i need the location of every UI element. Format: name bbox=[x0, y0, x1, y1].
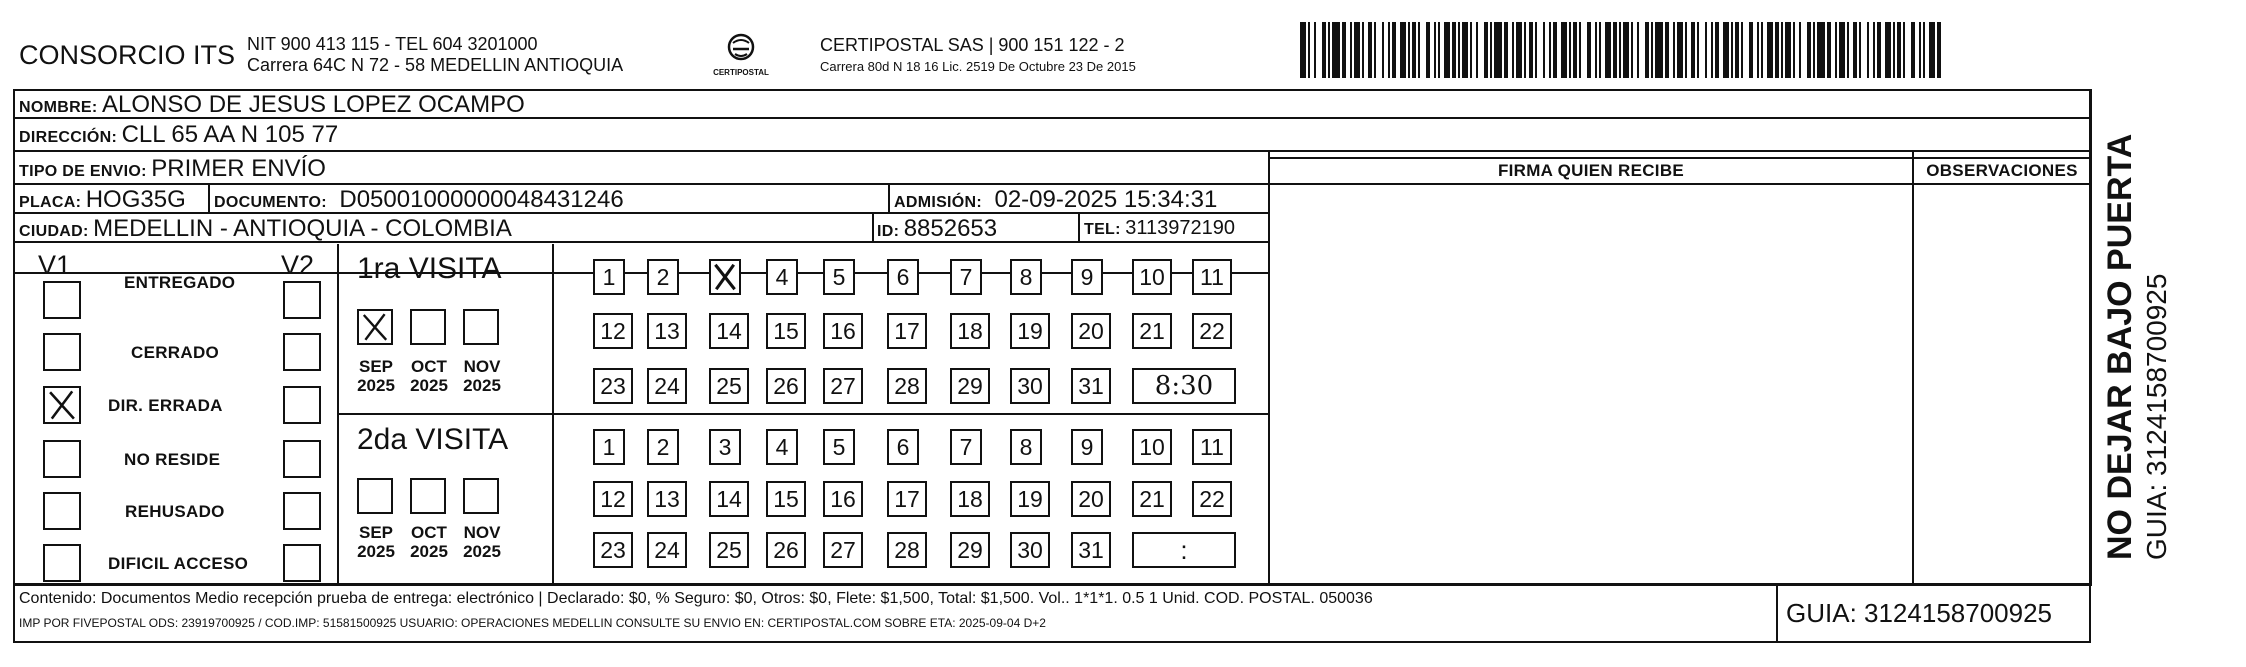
day-box-20[interactable]: 20 bbox=[1071, 481, 1111, 517]
nombre-label: NOMBRE: bbox=[19, 99, 98, 116]
check-mark-icon bbox=[45, 388, 79, 422]
footer-line-2: IMP POR FIVEPOSTAL ODS: 23919700925 / COD.IMP: 51581500925 USUARIO: OPERACIONES MEDELLIN CONSULTE SU ENVIO EN: CERTIPOSTAL.COM SOBRE ETA: 2025-09-04 D+2 bbox=[19, 616, 1046, 630]
day-box-29[interactable]: 29 bbox=[950, 368, 990, 404]
day-check-icon bbox=[711, 260, 739, 294]
v2-checkbox-3[interactable] bbox=[283, 386, 321, 424]
v1-checkbox-1[interactable] bbox=[43, 281, 81, 319]
month-year: 2025 bbox=[357, 542, 395, 561]
month-checkbox-sep[interactable] bbox=[357, 478, 393, 514]
tel-label: TEL: bbox=[1084, 221, 1121, 238]
side-text bbox=[2100, 60, 2220, 560]
ciudad-value: MEDELLIN - ANTIOQUIA - COLOMBIA bbox=[93, 215, 512, 242]
month-label bbox=[351, 523, 401, 561]
day-box-19[interactable]: 19 bbox=[1010, 481, 1050, 517]
day-box-9[interactable]: 9 bbox=[1071, 429, 1103, 465]
logo-text: CERTIPOSTAL bbox=[713, 68, 769, 77]
footer-guia: GUIA: 3124158700925 bbox=[1786, 598, 2052, 628]
month-label bbox=[404, 357, 454, 395]
day-box-28[interactable]: 28 bbox=[887, 368, 927, 404]
day-box-26[interactable]: 26 bbox=[766, 368, 806, 404]
v2-checkbox-5[interactable] bbox=[283, 492, 321, 530]
status-label: DIR. ERRADA bbox=[108, 396, 223, 415]
placa-label: PLACA: bbox=[19, 194, 82, 211]
day-box-26[interactable]: 26 bbox=[766, 532, 806, 568]
day-box-10[interactable]: 10 bbox=[1132, 259, 1172, 295]
tipo-row bbox=[19, 155, 326, 183]
nombre-value: ALONSO DE JESUS LOPEZ OCAMPO bbox=[102, 91, 525, 118]
day-box-7[interactable]: 7 bbox=[950, 429, 982, 465]
certipostal-logo bbox=[708, 33, 774, 85]
v1-checkbox-2[interactable] bbox=[43, 333, 81, 371]
day-box-24[interactable]: 24 bbox=[647, 532, 687, 568]
day-box-6[interactable]: 6 bbox=[887, 259, 919, 295]
ciudad-label: CIUDAD: bbox=[19, 223, 89, 240]
day-box-4[interactable]: 4 bbox=[766, 259, 798, 295]
day-box-29[interactable]: 29 bbox=[950, 532, 990, 568]
day-box-15[interactable]: 15 bbox=[766, 481, 806, 517]
day-box-5[interactable]: 5 bbox=[823, 429, 855, 465]
day-box-23[interactable]: 23 bbox=[593, 368, 633, 404]
day-box-11[interactable]: 11 bbox=[1192, 259, 1232, 295]
month-name: OCT bbox=[411, 523, 447, 542]
day-box-16[interactable]: 16 bbox=[823, 481, 863, 517]
day-box-3[interactable] bbox=[709, 259, 741, 295]
day-box-14[interactable]: 14 bbox=[709, 313, 749, 349]
month-checkbox-nov[interactable] bbox=[463, 478, 499, 514]
side-warning: NO DEJAR BAJO PUERTA bbox=[2101, 133, 2139, 560]
month-checkbox-oct[interactable] bbox=[410, 478, 446, 514]
time-box[interactable]: : bbox=[1132, 532, 1236, 568]
id-value: 8852653 bbox=[903, 215, 998, 242]
month-label bbox=[457, 523, 507, 561]
status-label: REHUSADO bbox=[125, 502, 225, 521]
day-box-15[interactable]: 15 bbox=[766, 313, 806, 349]
v2-label: V2 bbox=[281, 250, 315, 280]
month-year: 2025 bbox=[463, 376, 501, 395]
visit-title-2: 2da VISITA bbox=[357, 423, 509, 456]
day-box-5[interactable]: 5 bbox=[823, 259, 855, 295]
day-box-1[interactable]: 1 bbox=[593, 259, 625, 295]
day-box-8[interactable]: 8 bbox=[1010, 429, 1042, 465]
courier-line-1: CERTIPOSTAL SAS | 900 151 122 - 2 bbox=[820, 35, 1125, 55]
documento-row bbox=[214, 186, 624, 214]
day-box-27[interactable]: 27 bbox=[823, 368, 863, 404]
day-box-18[interactable]: 18 bbox=[950, 313, 990, 349]
company-line-2: Carrera 64C N 72 - 58 MEDELLIN ANTIOQUIA bbox=[247, 55, 624, 75]
logo-icon bbox=[723, 33, 759, 63]
day-box-13[interactable]: 13 bbox=[647, 313, 687, 349]
day-box-12[interactable]: 12 bbox=[593, 313, 633, 349]
day-box-31[interactable]: 31 bbox=[1071, 368, 1111, 404]
v1-checkbox-6[interactable] bbox=[43, 544, 81, 582]
tel-value: 3113972190 bbox=[1125, 217, 1235, 239]
direccion-label: DIRECCIÓN: bbox=[19, 129, 118, 146]
day-box-14[interactable]: 14 bbox=[709, 481, 749, 517]
v2-checkbox-6[interactable] bbox=[283, 544, 321, 582]
day-box-1[interactable]: 1 bbox=[593, 429, 625, 465]
id-label: ID: bbox=[877, 223, 900, 240]
day-box-23[interactable]: 23 bbox=[593, 532, 633, 568]
direccion-value: CLL 65 AA N 105 77 bbox=[121, 121, 339, 148]
month-checkbox-nov[interactable] bbox=[463, 309, 499, 345]
day-box-3[interactable]: 3 bbox=[709, 429, 741, 465]
day-box-27[interactable]: 27 bbox=[823, 532, 863, 568]
month-year: 2025 bbox=[357, 376, 395, 395]
placa-value: HOG35G bbox=[85, 186, 186, 213]
company-name: CONSORCIO ITS bbox=[19, 40, 236, 70]
observaciones-header: OBSERVACIONES bbox=[1926, 161, 2078, 180]
month-name: SEP bbox=[358, 523, 394, 542]
v2-checkbox-4[interactable] bbox=[283, 440, 321, 478]
id-row bbox=[877, 215, 997, 243]
month-name: NOV bbox=[463, 357, 501, 376]
check-mark-icon bbox=[359, 311, 391, 343]
v1-checkbox-5[interactable] bbox=[43, 492, 81, 530]
status-label: DIFICIL ACCESO bbox=[108, 554, 249, 573]
documento-value: D05001000000048431246 bbox=[339, 186, 624, 213]
documento-label: DOCUMENTO: bbox=[214, 194, 327, 211]
day-box-21[interactable]: 21 bbox=[1132, 313, 1172, 349]
day-box-19[interactable]: 19 bbox=[1010, 313, 1050, 349]
placa-row bbox=[19, 186, 186, 214]
day-box-13[interactable]: 13 bbox=[647, 481, 687, 517]
ciudad-row bbox=[19, 215, 512, 243]
month-year: 2025 bbox=[463, 542, 501, 561]
day-box-16[interactable]: 16 bbox=[823, 313, 863, 349]
side-guia: GUIA: 3124158700925 bbox=[2141, 273, 2172, 560]
month-label bbox=[351, 357, 401, 395]
day-box-28[interactable]: 28 bbox=[887, 532, 927, 568]
day-box-11[interactable]: 11 bbox=[1192, 429, 1232, 465]
month-label bbox=[457, 357, 507, 395]
v1-checkbox-3[interactable] bbox=[43, 386, 81, 424]
tipo-value: PRIMER ENVÍO bbox=[151, 155, 326, 182]
v2-checkbox-1[interactable] bbox=[283, 281, 321, 319]
barcode bbox=[1300, 22, 1940, 78]
month-name: OCT bbox=[411, 357, 447, 376]
day-box-30[interactable]: 30 bbox=[1010, 368, 1050, 404]
tipo-label: TIPO DE ENVIO: bbox=[19, 163, 147, 180]
month-name: NOV bbox=[463, 523, 501, 542]
day-box-8[interactable]: 8 bbox=[1010, 259, 1042, 295]
day-box-2[interactable]: 2 bbox=[647, 429, 679, 465]
day-box-7[interactable]: 7 bbox=[950, 259, 982, 295]
day-box-31[interactable]: 31 bbox=[1071, 532, 1111, 568]
nombre-row bbox=[19, 91, 525, 119]
visit-title-1: 1ra VISITA bbox=[357, 252, 502, 285]
month-checkbox-oct[interactable] bbox=[410, 309, 446, 345]
footer-line-1: Contenido: Documentos Medio recepción prueba de entrega: electrónico | Declarado: $0, % Seguro: $0, Otros: $0, Flete: $1,500, Total: $1,500. Vol.. 1*1*1. 0.5 1 Unid. COD. POSTAL. 050036 bbox=[19, 590, 1373, 607]
day-box-22[interactable]: 22 bbox=[1192, 481, 1232, 517]
day-box-20[interactable]: 20 bbox=[1071, 313, 1111, 349]
day-box-30[interactable]: 30 bbox=[1010, 532, 1050, 568]
admision-row bbox=[894, 186, 1217, 214]
month-year: 2025 bbox=[410, 376, 448, 395]
direccion-row bbox=[19, 121, 338, 149]
day-box-9[interactable]: 9 bbox=[1071, 259, 1103, 295]
day-box-21[interactable]: 21 bbox=[1132, 481, 1172, 517]
day-box-25[interactable]: 25 bbox=[709, 532, 749, 568]
courier-line-2: Carrera 80d N 18 16 Lic. 2519 De Octubre 23 De 2015 bbox=[820, 59, 1136, 74]
status-label: CERRADO bbox=[131, 343, 220, 362]
month-year: 2025 bbox=[410, 542, 448, 561]
day-box-18[interactable]: 18 bbox=[950, 481, 990, 517]
admision-value: 02-09-2025 15:34:31 bbox=[994, 186, 1218, 213]
day-box-6[interactable]: 6 bbox=[887, 429, 919, 465]
day-box-25[interactable]: 25 bbox=[709, 368, 749, 404]
month-checkbox-sep[interactable] bbox=[357, 309, 393, 345]
day-box-17[interactable]: 17 bbox=[887, 313, 927, 349]
tel-row bbox=[1084, 217, 1235, 240]
day-box-12[interactable]: 12 bbox=[593, 481, 633, 517]
v1-checkbox-4[interactable] bbox=[43, 440, 81, 478]
day-box-24[interactable]: 24 bbox=[647, 368, 687, 404]
status-label: ENTREGADO bbox=[124, 273, 236, 292]
day-box-2[interactable]: 2 bbox=[647, 259, 679, 295]
admision-label: ADMISIÓN: bbox=[894, 194, 983, 211]
firma-header: FIRMA QUIEN RECIBE bbox=[1497, 161, 1685, 180]
month-name: SEP bbox=[358, 357, 394, 376]
month-label bbox=[404, 523, 454, 561]
v1-label: V1 bbox=[38, 250, 72, 280]
time-box[interactable]: 8:30 bbox=[1132, 368, 1236, 404]
day-box-10[interactable]: 10 bbox=[1132, 429, 1172, 465]
status-label: NO RESIDE bbox=[124, 450, 221, 469]
day-box-17[interactable]: 17 bbox=[887, 481, 927, 517]
day-box-4[interactable]: 4 bbox=[766, 429, 798, 465]
v2-checkbox-2[interactable] bbox=[283, 333, 321, 371]
company-line-1: NIT 900 413 115 - TEL 604 3201000 bbox=[247, 34, 538, 54]
day-box-22[interactable]: 22 bbox=[1192, 313, 1232, 349]
